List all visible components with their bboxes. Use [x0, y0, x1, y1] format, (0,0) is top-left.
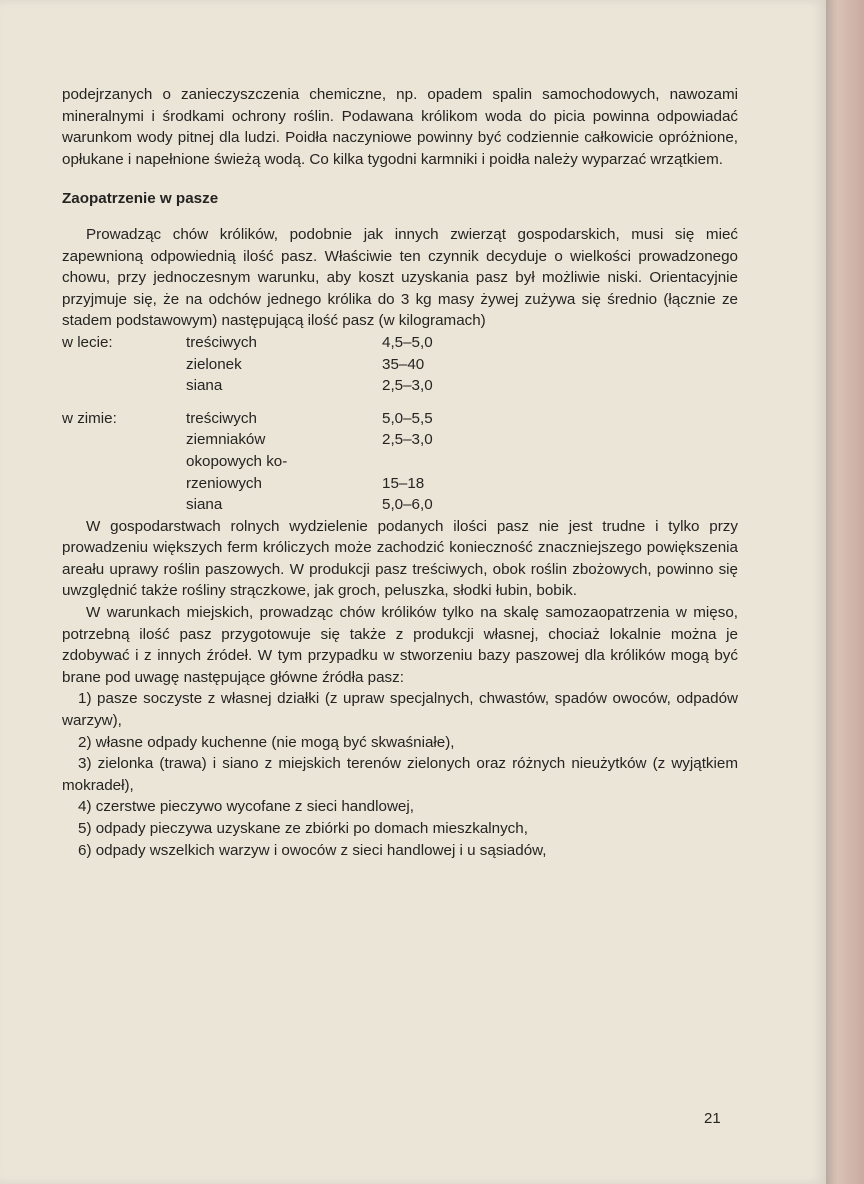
feed-row — [62, 429, 738, 451]
feed-amount: 5,0–6,0 — [382, 496, 433, 514]
feed-row — [62, 408, 738, 430]
paragraph-urban: W warunkach miejskich, prowadząc chów królików tylko na skalę samozaopatrzenia w mięso, potrzebną ilość pasz przygotowuje się także z produkcji własnej, chociaż lokalnie można je zdobywać i z innych źródeł. W tym przypadku w stworzeniu bazy paszowej dla królików mogą być brane pod uwagę następujące główne źródła pasz: — [62, 604, 738, 686]
feed-sources-list — [62, 688, 738, 861]
page-edge-background — [826, 0, 864, 1184]
feed-name: treściwych — [186, 333, 257, 351]
season-label-winter: w zimie: — [62, 409, 117, 427]
feed-name: rzeniowych — [186, 474, 262, 492]
feed-name: siana — [186, 377, 223, 395]
feed-row — [62, 451, 738, 473]
feed-name: treściwych — [186, 409, 257, 427]
feed-amount: 35–40 — [382, 355, 425, 373]
list-item: 6) odpady wszelkich warzyw i owoców z sieci handlowej i u sąsiadów, — [78, 841, 547, 859]
feed-amount: 4,5–5,0 — [382, 333, 433, 351]
paragraph-farms: W gospodarstwach rolnych wydzielenie podanych ilości pasz nie jest trudne i tylko przy prowadzeniu większych ferm króliczych może zachodzić konieczność znaczniejszego powiększenia areału uprawy roślin paszowych. W produkcji pasz treściwych, obok roślin zbożowych, powinno się uwzględnić także rośliny strączkowe, jak groch, peluszka, słodki łubin, bobik. — [62, 517, 738, 600]
list-item: 4) czerstwe pieczywo wycofane z sieci handlowej, — [78, 798, 414, 816]
feed-amount: 5,0–5,5 — [382, 409, 433, 427]
feed-name: okopowych ko- — [186, 452, 288, 470]
feed-name: zielonek — [186, 355, 242, 373]
paragraph-feed-intro: Prowadząc chów królików, podobnie jak innych zwierząt gospodarskich, musi się mieć zapewnioną odpowiednią ilość pasz. Właściwie ten czynnik decyduje o wielkości prowadzonego chowu, przy jednoczesnym warunku, aby koszt uzyskania pasz był możliwie niski. Orientacyjnie przyjmuje się, że na odchów jednego królika do 3 kg masy żywej zużywa się średnio (łącznie ze stadem podstawowym) następującą ilość pasz (w kilogramach) — [62, 225, 738, 330]
feed-name: ziemniaków — [186, 431, 266, 449]
feed-row — [62, 375, 738, 397]
feed-amount: 2,5–3,0 — [382, 377, 433, 395]
feed-amounts-table — [62, 332, 738, 516]
paragraph-water: podejrzanych o zanieczyszczenia chemiczne, np. opadem spalin samochodowych, nawozami mineralnymi i środkami ochrony roślin. Podawana królikom woda do picia powinna odpowiadać warunkom wody pitnej dla ludzi. Poidła naczyniowe powinny być codziennie całkowicie opróżnione, opłukane i napełnione świeżą wodą. Co kilka tygodni karmniki i poidła należy wyparzać wrzątkiem. — [62, 86, 738, 168]
page-body — [62, 84, 738, 861]
list-item: 2) własne odpady kuchenne (nie mogą być skwaśniałe), — [78, 733, 455, 751]
page-number: 21 — [704, 1110, 721, 1127]
list-item: 3) zielonka (trawa) i siano z miejskich terenów zielonych oraz różnych nieużytków (z wyjątkiem mokradeł), — [62, 755, 738, 794]
feed-amount: 15–18 — [382, 474, 425, 492]
list-item: 1) pasze soczyste z własnej działki (z upraw specjalnych, chwastów, spadów owoców, odpadów warzyw), — [62, 690, 738, 730]
feed-row — [62, 473, 738, 495]
feed-row — [62, 332, 738, 354]
feed-row — [62, 354, 738, 376]
feed-amount: 2,5–3,0 — [382, 431, 433, 449]
feed-row — [62, 494, 738, 516]
section-heading: Zaopatrzenie w pasze — [62, 190, 219, 208]
feed-name: siana — [186, 496, 223, 514]
season-label-summer: w lecie: — [62, 333, 113, 351]
list-item: 5) odpady pieczywa uzyskane ze zbiórki po domach mieszkalnych, — [78, 820, 528, 837]
